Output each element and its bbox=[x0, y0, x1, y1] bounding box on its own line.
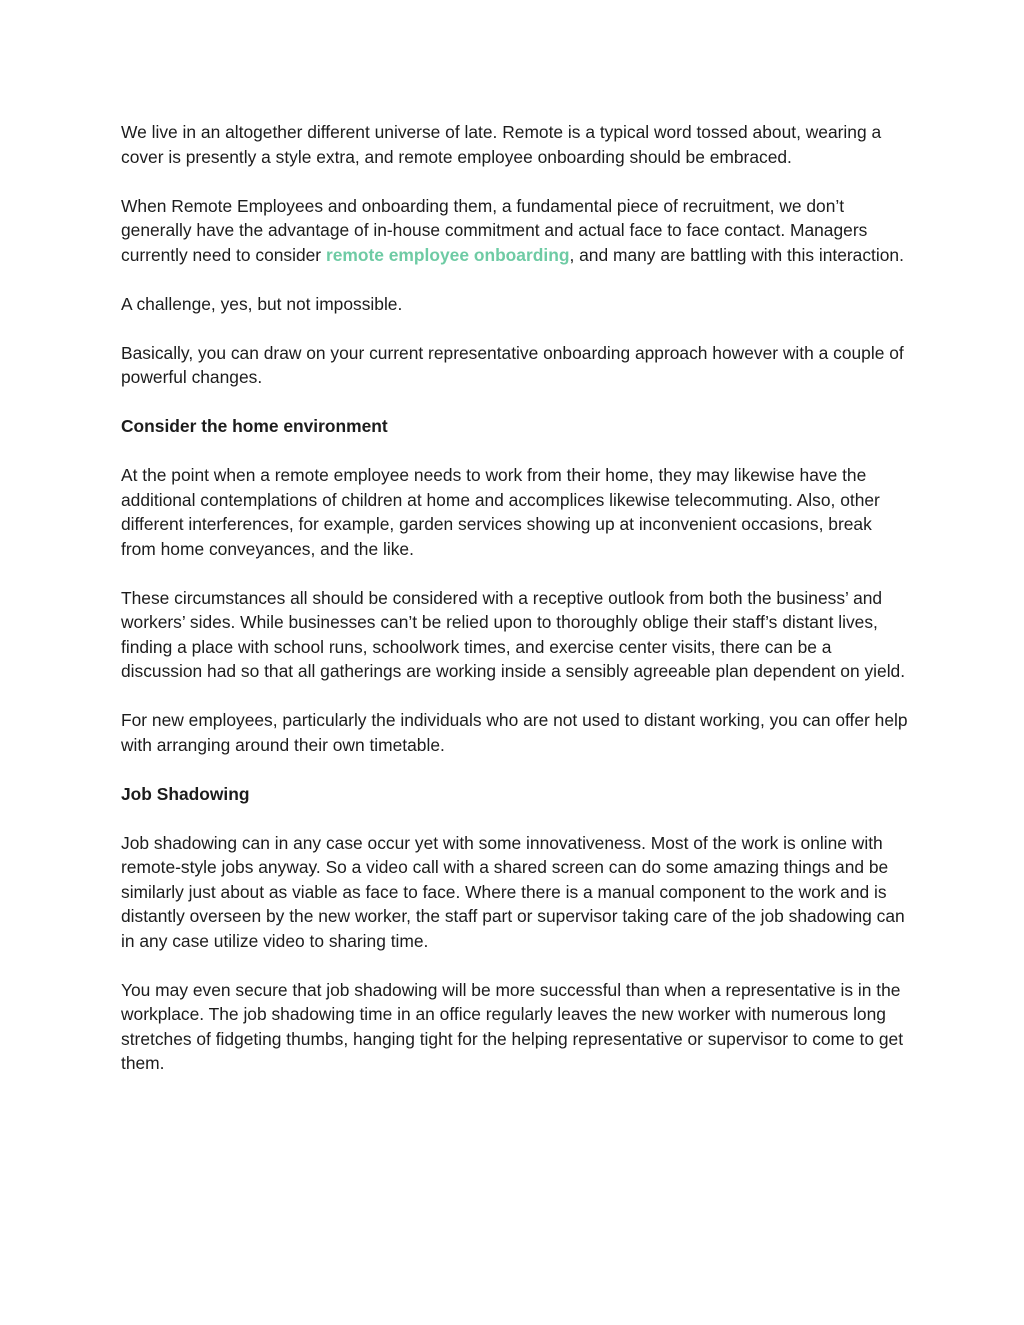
paragraph-managers-text-start: When Remote Employees and onboarding them, a fundamental piece of recruitment, we don’t generally have the advantage of in-house commitment and actual face to face contact. Managers currently need to consider bbox=[121, 195, 868, 265]
paragraph-managers bbox=[121, 194, 911, 268]
paragraph-shadowing-success: You may even secure that job shadowing will be more successful than when a representative is in the workplace. The job shadowing time in an office regularly leaves the new worker with numerous long stretches of fidgeting thumbs, hanging tight for the helping representative or supervisor to come to get them. bbox=[121, 979, 904, 1073]
paragraph-new-employees: For new employees, particularly the individuals who are not used to distant working, you can offer help with arranging around their own timetable. bbox=[121, 710, 908, 755]
paragraph-circumstances: These circumstances all should be considered with a receptive outlook from both the business’ and workers’ sides. While businesses can’t be relied upon to thoroughly oblige their staff’s distant lives, finding a place with school runs, schoolwork times, and exercise center visits, there can be a discussion had so that all gatherings are working inside a sensibly agreeable plan dependent on yield. bbox=[121, 587, 906, 681]
paragraph-intro: We live in an altogether different universe of late. Remote is a typical word tossed about, wearing a cover is presently a style extra, and remote employee onboarding should be embraced. bbox=[121, 122, 882, 167]
paragraph-job-shadowing: Job shadowing can in any case occur yet with some innovativeness. Most of the work is online with remote-style jobs anyway. So a video call with a shared screen can do some amazing things and be similarly just about as viable as face to face. Where there is a manual component to the work and is distantly overseen by the new worker, the staff part or supervisor taking care of the job shadowing can in any case utilize video to sharing time. bbox=[121, 832, 905, 951]
paragraph-approach: Basically, you can draw on your current representative onboarding approach however with a couple of powerful changes. bbox=[121, 342, 904, 387]
paragraph-home-work: At the point when a remote employee needs to work from their home, they may likewise have the additional contemplations of children at home and accomplices likewise telecommuting. Also, other different interferences, for example, garden services showing up at inconvenient occasions, break from home conveyances, and the like. bbox=[121, 465, 880, 559]
document-page bbox=[121, 120, 911, 1100]
heading-home-environment: Consider the home environment bbox=[121, 416, 388, 436]
paragraph-challenge: A challenge, yes, but not impossible. bbox=[121, 293, 403, 314]
heading-job-shadowing: Job Shadowing bbox=[121, 783, 250, 804]
paragraph-managers-text-end: , and many are battling with this interaction. bbox=[569, 244, 904, 265]
remote-employee-onboarding-link[interactable]: remote employee onboarding bbox=[325, 244, 570, 265]
